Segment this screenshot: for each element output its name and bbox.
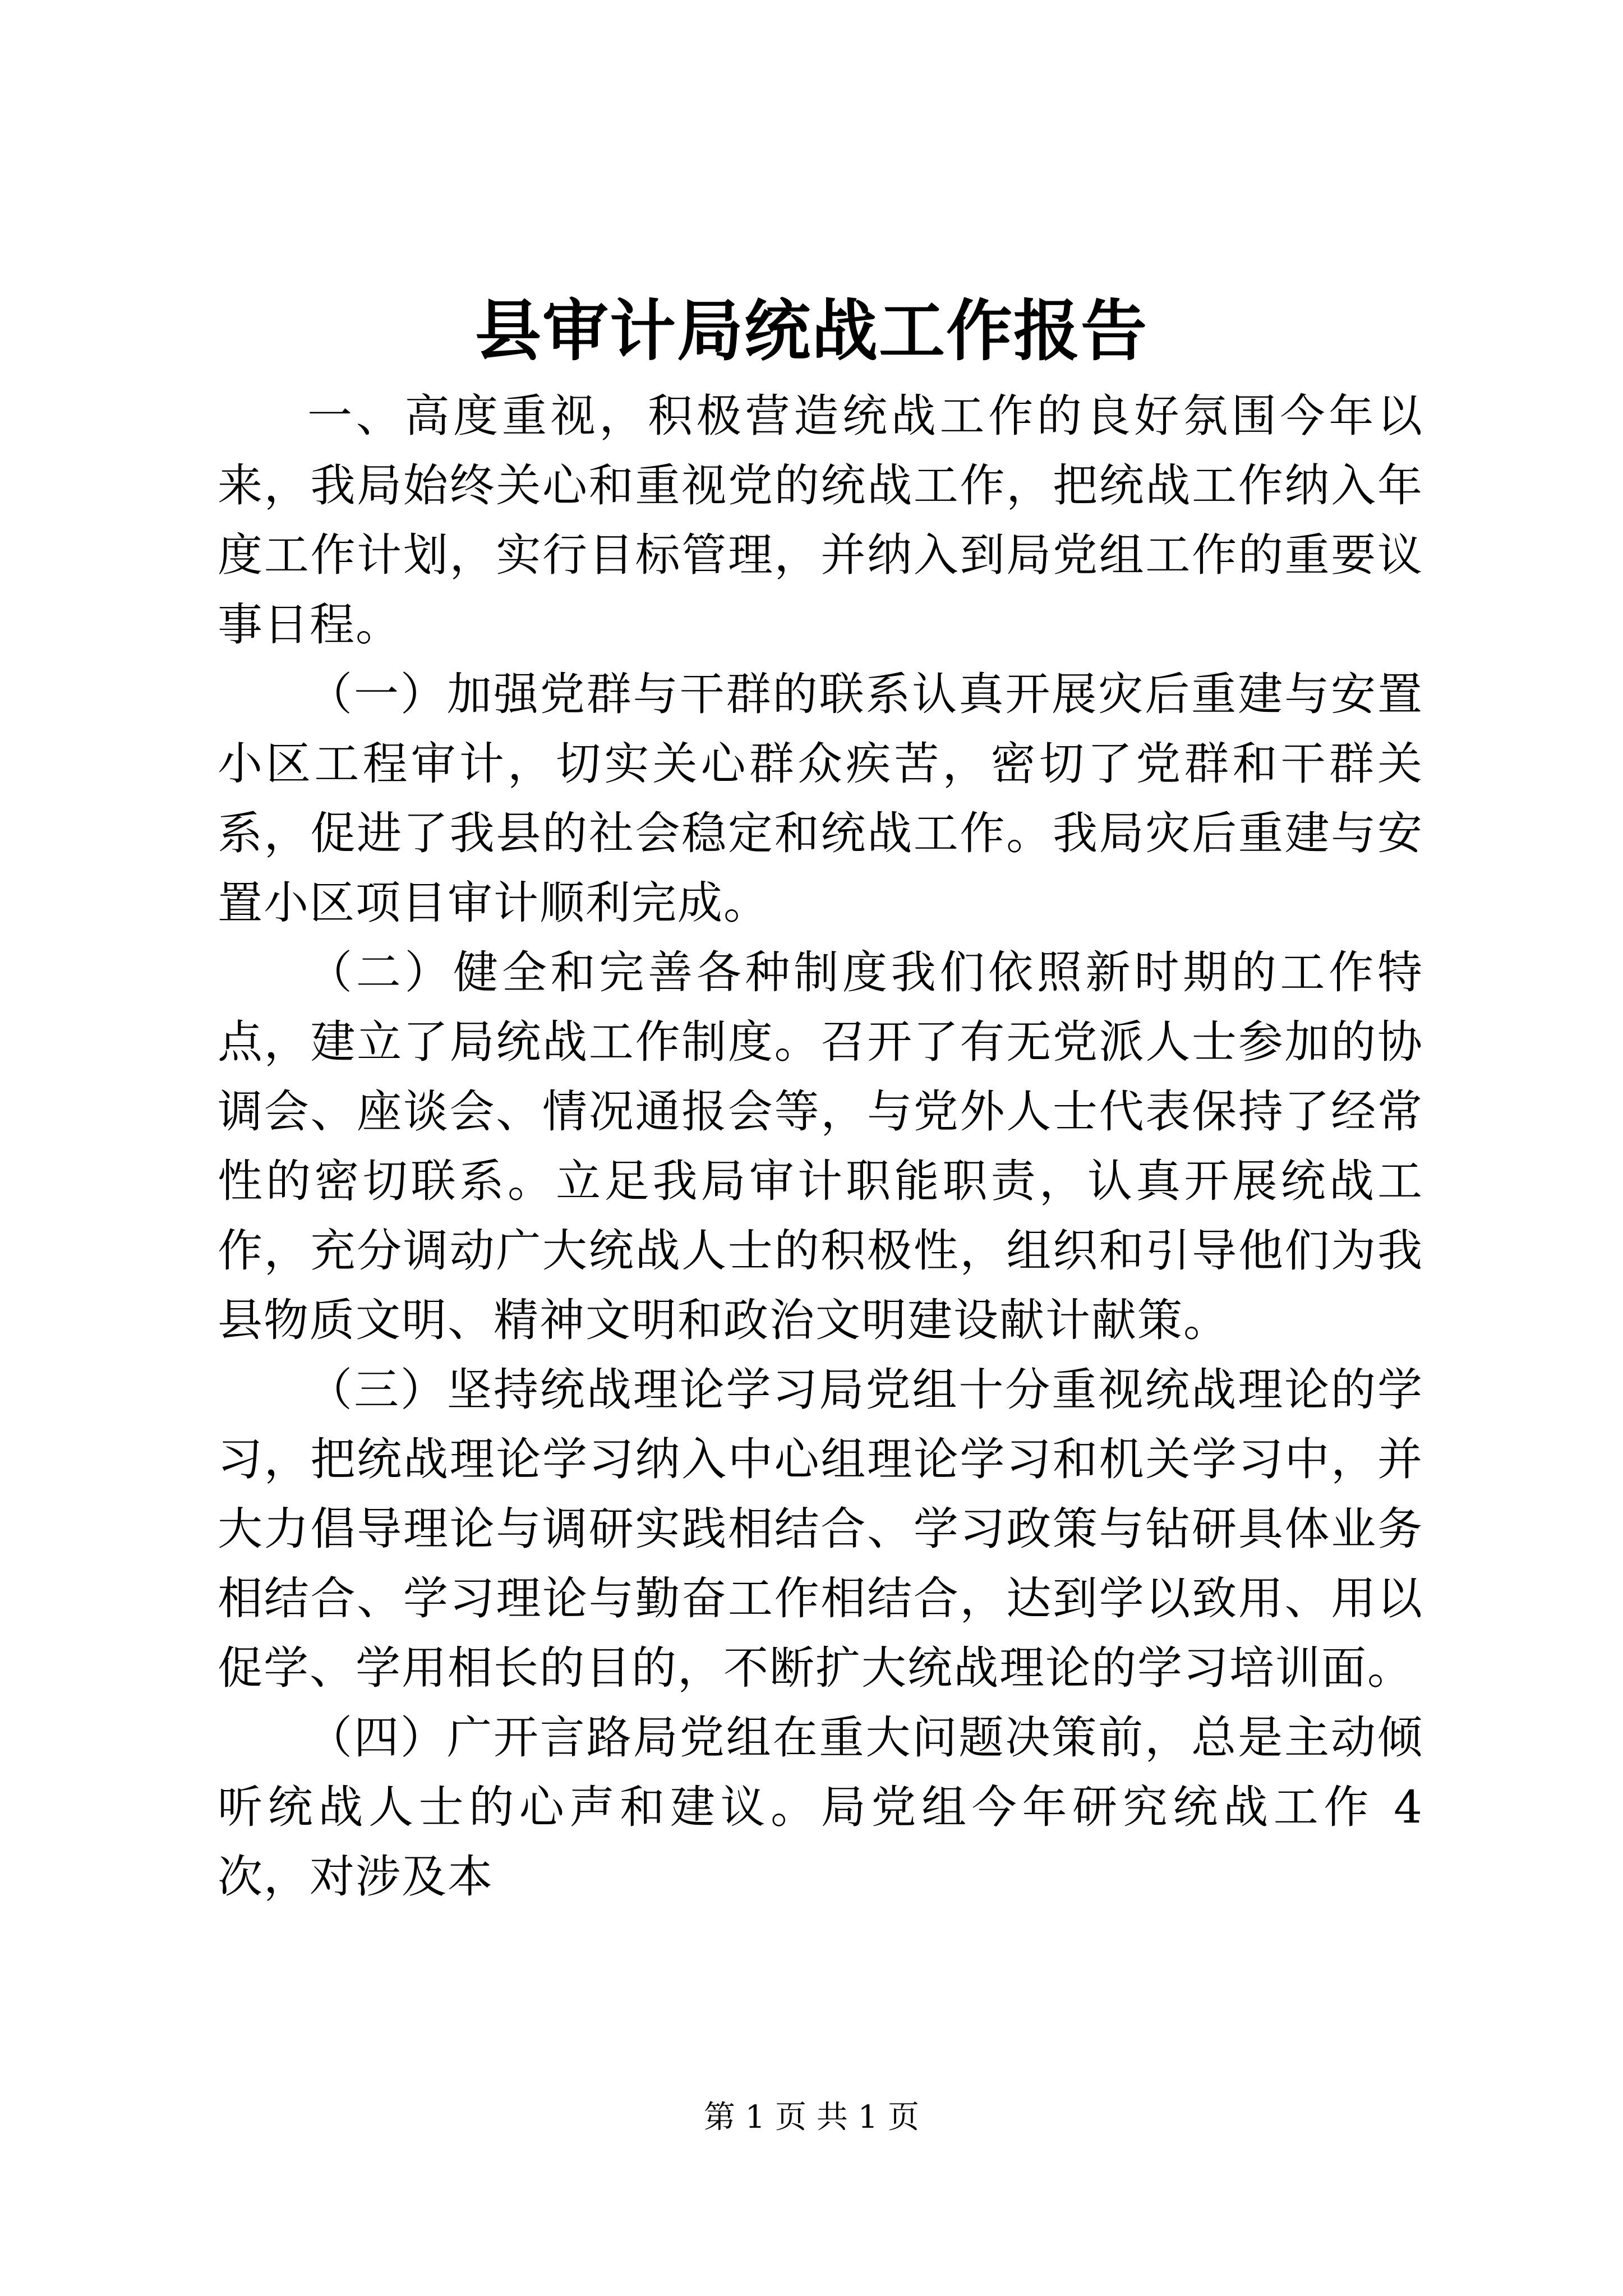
paragraph-1: 一、高度重视，积极营造统战工作的良好氛围今年以来，我局始终关心和重视党的统战工作，把统战工作纳入年度工作计划，实行目标管理，并纳入到局党组工作的重要议事日程。 <box>218 390 1423 651</box>
paragraph-4: （三）坚持统战理论学习局党组十分重视统战理论的学习，把统战理论学习纳入中心组理论学习和机关学习中，并大力倡导理论与调研实践相结合、学习政策与钻研具体业务相结合、学习理论与勤奋工作相结合，达到学以致用、用以促学、学用相长的目的，不断扩大统战理论的学习培训面。 <box>218 1364 1423 1694</box>
document-body <box>218 381 1423 1912</box>
paragraph-2: （一）加强党群与干群的联系认真开展灾后重建与安置小区工程审计，切实关心群众疾苦，密切了党群和干群关系，促进了我县的社会稳定和统战工作。我局灾后重建与安置小区项目审计顺利完成。 <box>218 668 1423 929</box>
paragraph-5: （四）广开言路局党组在重大问题决策前，总是主动倾听统战人士的心声和建议。局党组今年研究统战工作 4 次，对涉及本 <box>218 1711 1423 1903</box>
paragraph-3: （二）健全和完善各种制度我们依照新时期的工作特点，建立了局统战工作制度。召开了有无党派人士参加的协调会、座谈会、情况通报会等，与党外人士代表保持了经常性的密切联系。立足我局审计职能职责，认真开展统战工作，充分调动广大统战人士的积极性，组织和引导他们为我县物质文明、精神文明和政治文明建设献计献策。 <box>218 946 1423 1346</box>
page-number-footer: 第 1 页 共 1 页 <box>703 2099 920 2136</box>
document-title: 县审计局统战工作报告 <box>474 292 1148 370</box>
